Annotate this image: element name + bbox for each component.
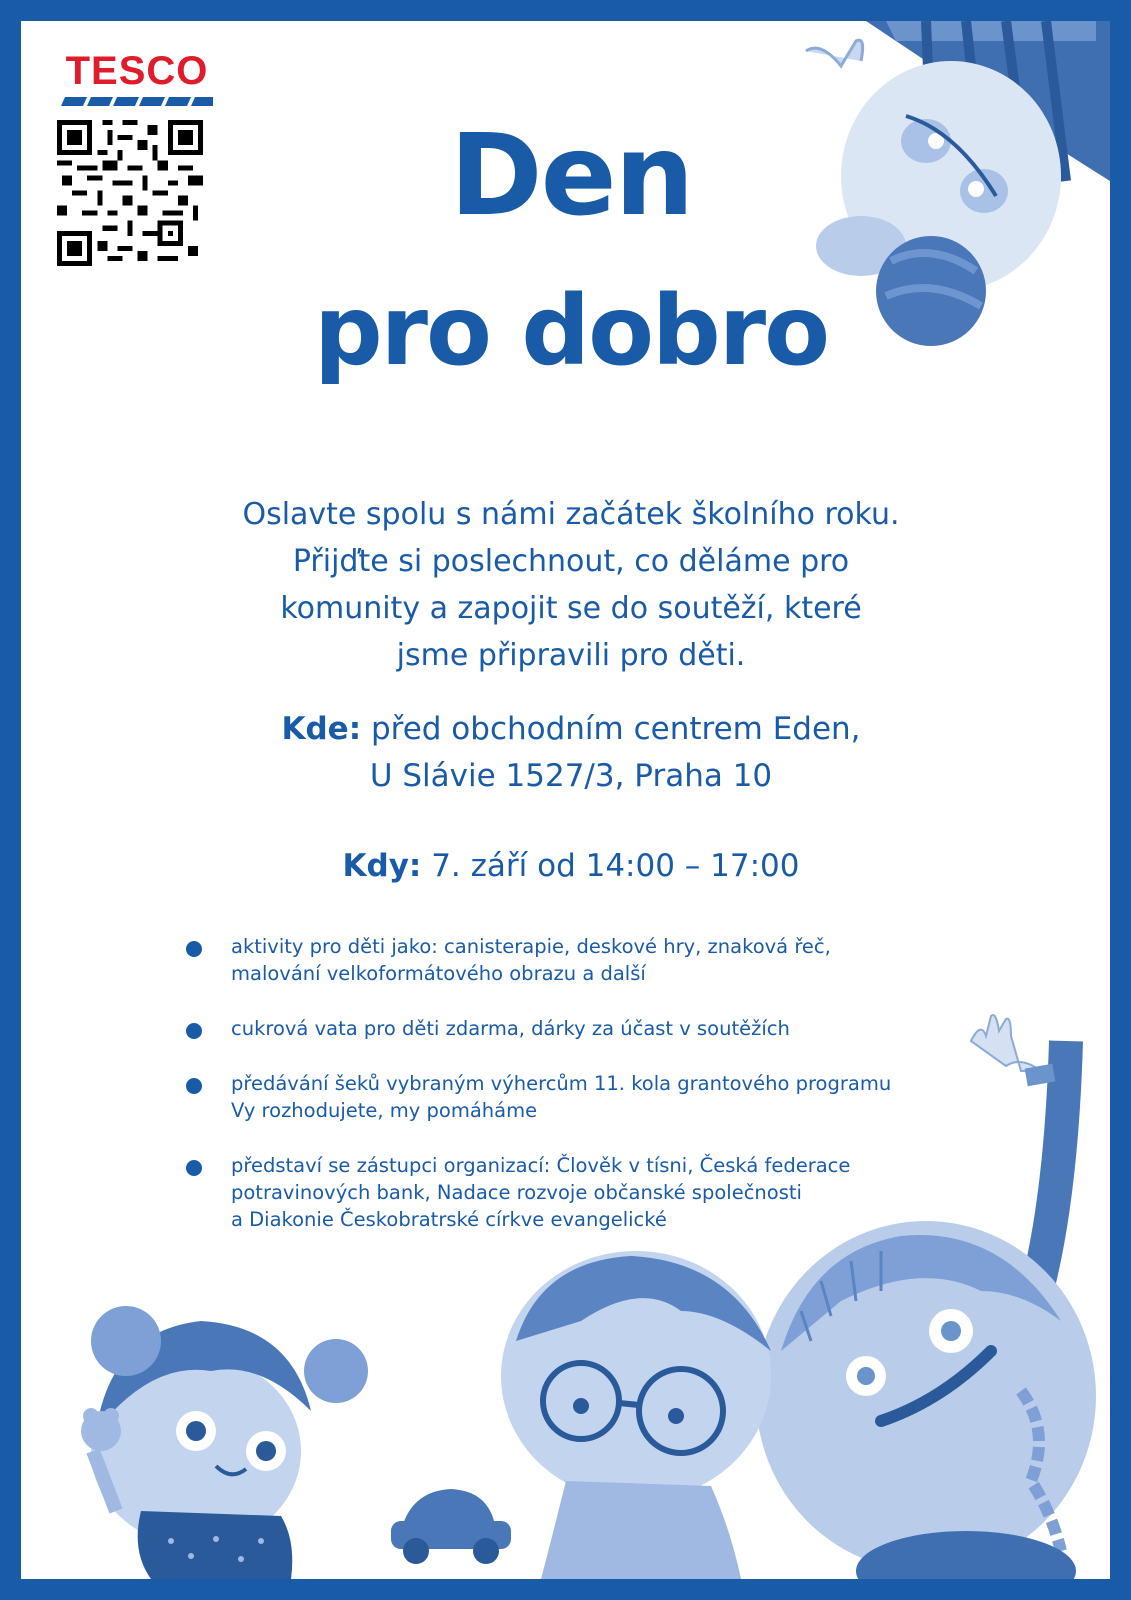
when-label: Kdy: [342, 848, 422, 884]
where-line-2: U Slávie 1527/3, Praha 10 [369, 758, 773, 794]
child-illustration-top-right [796, 21, 1110, 371]
list-item-line: představí se zástupci organizací: Člověk v tísni, Česká federace [231, 1154, 851, 1177]
time-block [121, 846, 1021, 886]
children-illustration-bottom [21, 1011, 1110, 1579]
intro-line: Přijďte si poslechnout, co děláme pro [292, 544, 850, 579]
list-item-line: aktivity pro děti jako: canisterapie, deskové hry, znaková řeč, [231, 935, 831, 958]
logo-stripes [61, 97, 213, 106]
list-item [186, 933, 906, 987]
list-item-line: Vy rozhodujete, my pomáháme [231, 1099, 538, 1122]
list-item-line: cukrová vata pro děti zdarma, dárky za účast v soutěžích [231, 1017, 790, 1040]
intro-text [121, 491, 1021, 679]
list-item-line: malování velkoformátového obrazu a další [231, 962, 646, 985]
intro-line: Oslavte spolu s námi začátek školního roku. [242, 497, 900, 532]
logo-text: TESCO [65, 49, 209, 93]
bullet-icon [186, 941, 202, 957]
intro-line: komunity a zapojit se do soutěží, které [280, 591, 862, 626]
qr-code[interactable] [57, 120, 203, 266]
intro-line: jsme připravili pro děti. [396, 638, 746, 673]
list-item-line: předávání šeků vybraným výhercům 11. kola grantového programu [231, 1072, 892, 1095]
title-line-2: pro dobro [313, 275, 829, 387]
list-item-line: potravinových bank, Nadace rozvoje občanské společnosti [231, 1181, 802, 1204]
location-block [121, 706, 1021, 800]
where-label: Kde: [281, 711, 362, 747]
where-line-1: před obchodním centrem Eden, [370, 711, 861, 747]
poster-title [261, 111, 881, 391]
poster [21, 21, 1110, 1579]
tesco-logo [57, 51, 217, 110]
title-line-1: Den [449, 111, 693, 241]
list-item-line: a Diakonie Českobratrské církve evangelické [231, 1208, 667, 1231]
when-value: 7. září od 14:00 – 17:00 [431, 848, 800, 884]
